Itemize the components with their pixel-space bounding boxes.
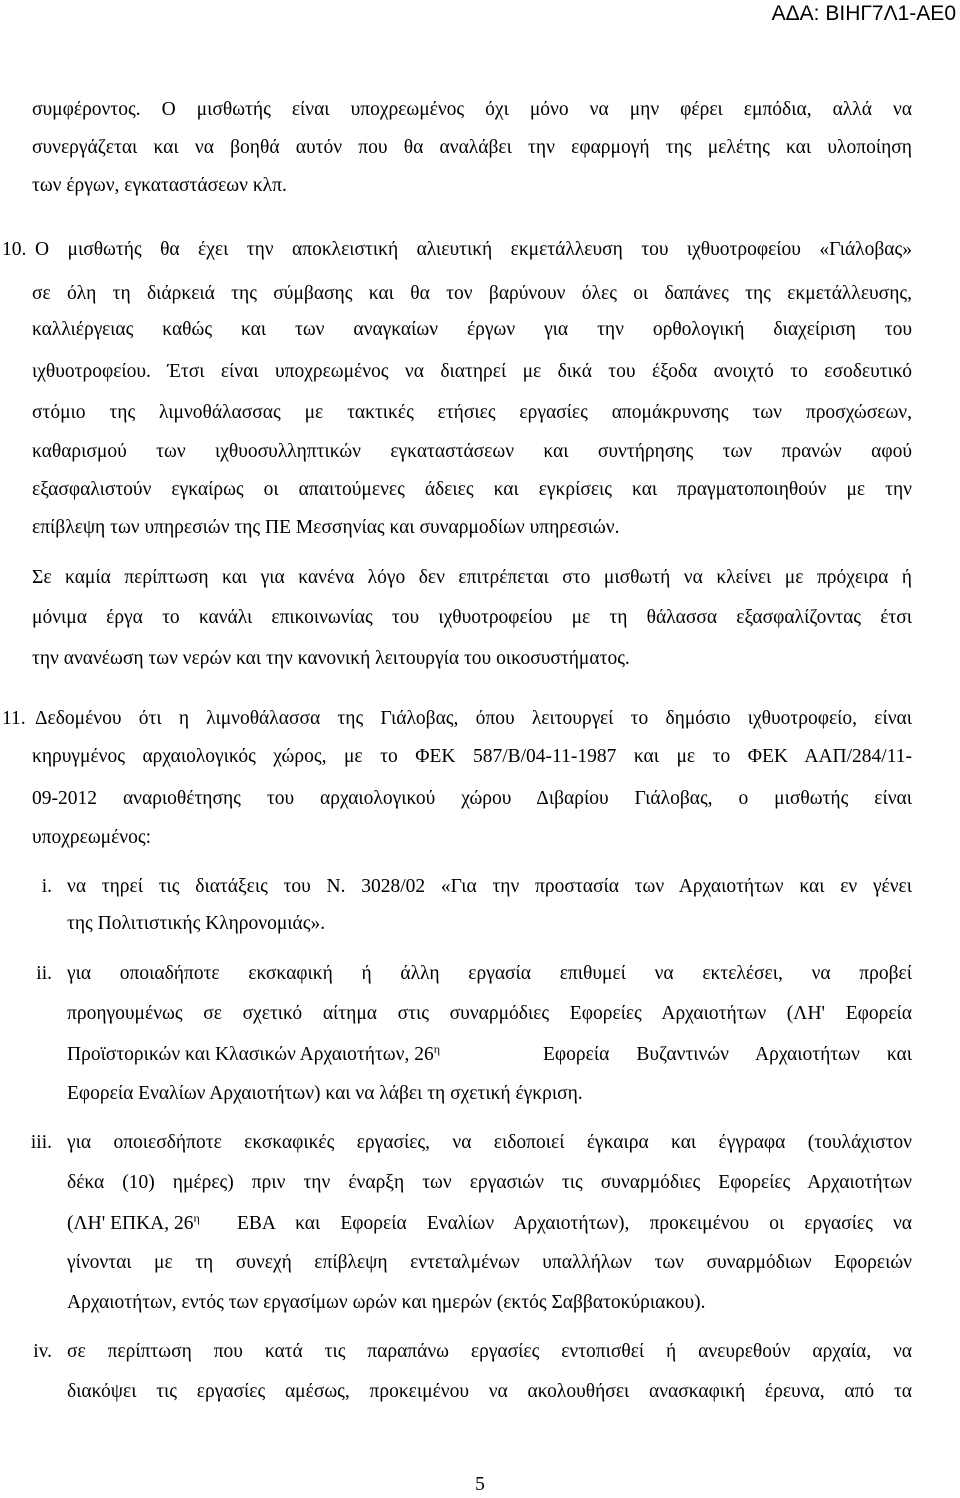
text-line: μόνιμα έργα το κανάλι επικοινωνίας του ιχθυοτροφείου με τη θάλασσα εξασφαλίζοντας έτσι (32, 607, 912, 628)
text-line: των έργων, εγκαταστάσεων κλπ. (32, 175, 287, 196)
text-line: προηγουμένως σε σχετικό αίτημα στις συναρμόδιες Εφορείες Αρχαιοτήτων (ΛΗ' Εφορεία (67, 1003, 912, 1024)
text-line: της Πολιτιστικής Κληρονομιάς». (67, 913, 326, 934)
text-line: συμφέροντος. Ο μισθωτής είναι υποχρεωμένος όχι μόνο να μην φέρει εμπόδια, αλλά να (32, 99, 912, 120)
text-line: ιχθυοτροφείου. Έτσι είναι υποχρεωμένος να διατηρεί με δικά του έξοδα ανοιχτό το εσοδευτικό (32, 361, 912, 382)
text-line: δέκα (10) ημέρες) πριν την έναρξη των εργασιών τις συναρμόδιες Εφορείες Αρχαιοτήτων (67, 1172, 912, 1193)
text-line: να τηρεί τις διατάξεις του Ν. 3028/02 «Για την προστασία των Αρχαιοτήτων και εν γένει (67, 876, 912, 897)
superscript: η (433, 1042, 440, 1056)
text-line: σε όλη τη διάρκειά της σύμβασης και θα τον βαρύνουν όλες οι δαπάνες της εκμετάλλευσης, (32, 283, 912, 304)
text-line: επίβλεψη των υπηρεσιών της ΠΕ Μεσσηνίας και συναρμοδίων υπηρεσιών. (32, 517, 620, 538)
text-line: γίνονται με τη συνεχή επίβλεψη εντεταλμένων υπαλλήλων των συναρμόδιων Εφορειών (67, 1252, 912, 1273)
text-fragment: Προϊστορικών και Κλασικών Αρχαιοτήτων, 26 (67, 1044, 434, 1065)
text-line: σε περίπτωση που κατά τις παραπάνω εργασίες εντοπισθεί ή ανευρεθούν αρχαία, να (67, 1341, 912, 1362)
text-line: διακόψει τις εργασίες αμέσως, προκειμένου να ακολουθήσει ανασκαφική έρευνα, από τα (67, 1381, 912, 1402)
text-line: ΕΒΑ και Εφορεία Εναλίων Αρχαιοτήτων), προκειμένου οι εργασίες να (237, 1213, 912, 1234)
text-line: καλλιέργειας καθώς και των αναγκαίων έργων για την ορθολογική διαχείριση του (32, 319, 912, 340)
subitem-label-iv: iv. (33, 1341, 52, 1362)
text-line: Ο μισθωτής θα έχει την αποκλειστική αλιευτική εκμετάλλευση του ιχθυοτροφείου «Γιάλοβας» (35, 239, 912, 260)
text-line: την ανανέωση των νερών και την κανονική λειτουργία του οικοσυστήματος. (32, 648, 630, 669)
text-line: στόμιο της λιμνοθάλασσας με τακτικές ετήσιες εργασίες απομάκρυνσης των προσχώσεων, (32, 402, 912, 423)
text-line: για οποιαδήποτε εκσκαφική ή άλλη εργασία επιθυμεί να εκτελέσει, να προβεί (67, 963, 912, 984)
text-line: για οποιεσδήποτε εκσκαφικές εργασίες, να ειδοποιεί έγκαιρα και έγγραφα (τουλάχιστον (67, 1132, 912, 1153)
subitem-label-i: i. (41, 876, 52, 897)
text-line: συνεργάζεται και να βοηθά αυτόν που θα αναλάβει την εφαρμογή της μελέτης και υλοποίηση (32, 137, 912, 158)
text-line (67, 1043, 543, 1067)
item-number-10: 10. (2, 239, 27, 260)
text-line: εξασφαλιστούν εγκαίρως οι απαιτούμενες άδειες και εγκρίσεις και πραγματοποιηθούν με την (32, 479, 912, 500)
item-number-11: 11. (2, 708, 26, 729)
text-line: κηρυγμένος αρχαιολογικός χώρος, με το ΦΕΚ 587/Β/04-11-1987 και με το ΦΕΚ ΑΑΠ/284/11- (32, 746, 912, 767)
text-line: Δεδομένου ότι η λιμνοθάλασσα της Γιάλοβας, όπου λειτουργεί το δημόσιο ιχθυοτροφείο, είναι (35, 708, 912, 729)
text-line: Σε καμία περίπτωση και για κανένα λόγο δεν επιτρέπεται στο μισθωτή να κλείνει με πρόχειρα ή (32, 567, 912, 588)
text-line: Αρχαιοτήτων, εντός των εργασίμων ωρών και ημερών (εκτός Σαββατοκύριακου). (67, 1292, 706, 1313)
text-line: καθαρισμού των ιχθυοσυλληπτικών εγκαταστάσεων και συντήρησης των πρανών αφού (32, 441, 912, 462)
text-line (67, 1212, 231, 1236)
text-line: Εφορεία Εναλίων Αρχαιοτήτων) και να λάβει τη σχετική έγκριση. (67, 1083, 583, 1104)
superscript: η (193, 1211, 200, 1225)
subitem-label-ii: ii. (36, 963, 52, 984)
ada-header: ΑΔΑ: ΒΙΗΓ7Λ1-ΑΕ0 (771, 2, 956, 25)
page-number: 5 (475, 1474, 485, 1495)
text-fragment: (ΛΗ' ΕΠΚΑ, 26 (67, 1213, 194, 1234)
text-line: υποχρεωμένος: (32, 827, 152, 848)
text-line: Εφορεία Βυζαντινών Αρχαιοτήτων και (543, 1044, 912, 1065)
text-line: 09-2012 αναριοθέτησης του αρχαιολογικού χώρου Διβαρίου Γιάλοβας, ο μισθωτής είναι (32, 788, 912, 809)
subitem-label-iii: iii. (30, 1132, 52, 1153)
